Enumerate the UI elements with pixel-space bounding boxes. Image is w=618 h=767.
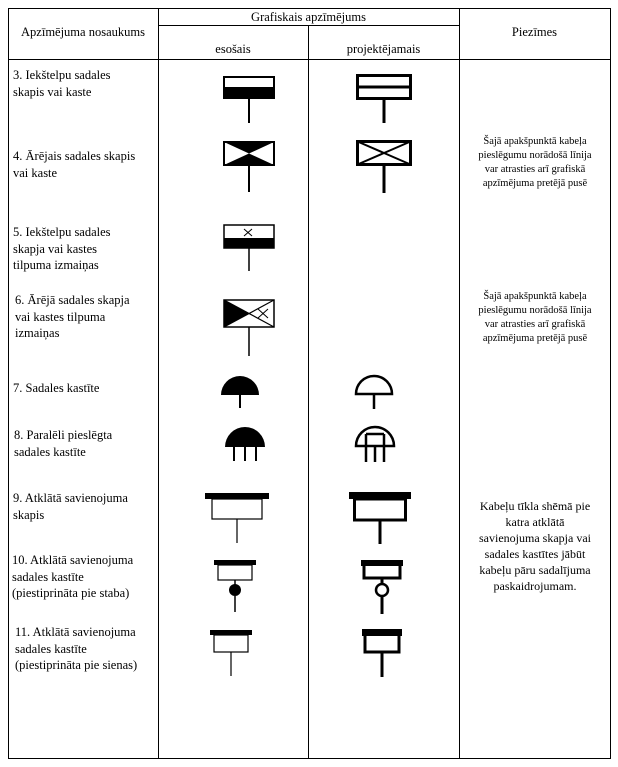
header-notes: Piezīmes: [511, 25, 558, 39]
outdoor-cabinet-filled-icon: [223, 141, 275, 193]
header-bottom-line: [8, 59, 611, 60]
row-name-11: 11. Atklātā savienojuma sadales kastīte (piestiprināta pie sienas): [15, 625, 138, 672]
open-joint-cabinet-thin-icon: [204, 492, 270, 544]
wall-box-thick-icon: [361, 628, 403, 678]
row-name-4: 4. Ārējais sadales skapis vai kaste: [13, 149, 136, 180]
indoor-cabinet-filled-icon: [223, 76, 275, 124]
column-divider-2: [308, 25, 309, 759]
indoor-cabinet-change-icon: [223, 224, 275, 272]
row-name-7: 7. Sadales kastīte: [13, 381, 100, 395]
note-row-6: Šajā apakšpunktā kabeļa pieslēgumu norādošā līnija var atrasties arī grafiskā apzīmējuma pretējā pusē: [478, 291, 592, 344]
row-name-3: 3. Iekštelpu sadales skapis vai kaste: [13, 68, 111, 99]
row-name-8: 8. Paralēli pieslēgta sadales kastīte: [14, 428, 113, 459]
pole-box-filled-icon: [213, 559, 257, 613]
table-border-left: [8, 8, 9, 759]
header-existing: esošais: [215, 42, 251, 56]
distribution-box-filled-icon: [220, 375, 260, 409]
indoor-cabinet-outline-icon: [356, 74, 412, 124]
table-border-right: [610, 8, 611, 759]
outdoor-cabinet-outline-icon: [356, 140, 412, 194]
header-name: Apzīmējuma nosaukums: [21, 25, 145, 39]
note-row-4: Šajā apakšpunktā kabeļa pieslēgumu norādošā līnija var atrasties arī grafiskā apzīmējuma pretējā pusē: [478, 136, 592, 189]
parallel-box-filled-icon: [224, 426, 266, 462]
wall-box-thin-icon: [209, 629, 253, 677]
column-divider-3: [459, 8, 460, 759]
row-name-6: 6. Ārējā sadales skapja vai kastes tilpuma izmaiņas: [15, 293, 130, 340]
row-name-10: 10. Atklātā savienojuma sadales kastīte (piestiprināta pie staba): [12, 553, 134, 600]
row-name-5: 5. Iekštelpu sadales skapja vai kastes tilpuma izmaiņas: [13, 225, 111, 272]
note-rows-9-11: Kabeļu tīkla shēmā pie katra atklātā savienojuma skapja vai sadales kastītes jābūt kabeļu pāru sadalījuma paskaidrojumam.: [479, 499, 591, 593]
distribution-box-outline-icon: [354, 374, 394, 410]
open-joint-cabinet-thick-icon: [348, 491, 412, 545]
pole-box-outline-icon: [360, 559, 404, 615]
row-name-9: 9. Atklātā savienojuma skapis: [13, 491, 128, 522]
parallel-box-outline-icon: [354, 424, 396, 464]
header-graphic: Grafiskais apzīmējums: [251, 10, 366, 24]
outdoor-cabinet-change-icon: [223, 299, 275, 357]
table-border-bottom: [8, 758, 611, 759]
header-projected: projektējamais: [346, 42, 421, 56]
column-divider-1: [158, 8, 159, 759]
